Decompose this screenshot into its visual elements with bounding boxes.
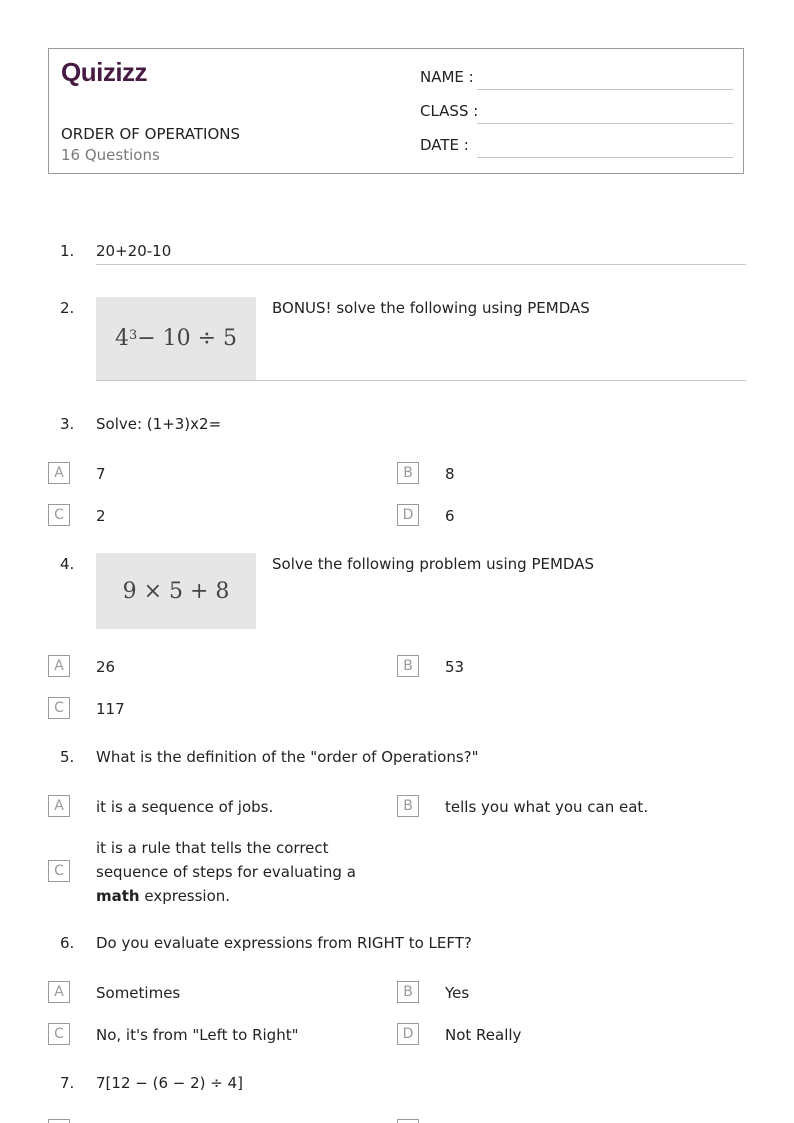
option-box-a[interactable]: A — [48, 795, 70, 817]
option-box-c[interactable]: C — [48, 504, 70, 526]
option-text — [96, 836, 396, 908]
option-box-b[interactable]: B — [397, 655, 419, 677]
option-box-a[interactable]: A — [48, 981, 70, 1003]
question-text: Do you evaluate expressions from RIGHT to LEFT? — [96, 934, 472, 952]
option-box-b[interactable]: B — [397, 462, 419, 484]
option-text-part: expression. — [139, 887, 231, 905]
option-box-a[interactable]: A — [48, 655, 70, 677]
question-text: Solve the following problem using PEMDAS — [272, 555, 594, 573]
answer-line — [96, 380, 746, 381]
question-number: 2. — [60, 299, 75, 317]
question-number: 3. — [60, 415, 75, 433]
option-text: No, it's from "Left to Right" — [96, 1026, 299, 1044]
question-number: 4. — [60, 555, 75, 573]
question-image: 9 × 5 + 8 — [96, 553, 256, 629]
date-line[interactable] — [477, 157, 733, 158]
option-text: it is a sequence of jobs. — [96, 798, 274, 816]
option-box-d[interactable]: D — [397, 1023, 419, 1045]
class-label: CLASS : — [420, 102, 479, 120]
option-text: Sometimes — [96, 984, 181, 1002]
question-number: 6. — [60, 934, 75, 952]
option-text: 8 — [445, 465, 455, 483]
quizizz-logo: Quizizz — [61, 57, 148, 87]
question-text: Solve: (1+3)x2= — [96, 415, 222, 433]
option-text: Yes — [445, 984, 470, 1002]
option-text: 2 — [96, 507, 106, 525]
option-text: 6 — [445, 507, 455, 525]
option-box-b[interactable]: B — [397, 981, 419, 1003]
option-text-part: it is a rule that tells the correct sequence of steps for evaluating a — [96, 839, 356, 881]
question-count: 16 Questions — [61, 146, 160, 164]
option-box-c[interactable]: C — [48, 860, 70, 882]
option-text: 26 — [96, 658, 116, 676]
option-text-bold: math — [96, 887, 140, 905]
option-box-a[interactable]: A — [48, 462, 70, 484]
option-box-c[interactable]: C — [48, 1023, 70, 1045]
image-exponent: 3 — [128, 328, 138, 343]
date-label: DATE : — [420, 136, 469, 154]
option-box-b[interactable] — [397, 1119, 419, 1123]
option-text: 7 — [96, 465, 106, 483]
option-box-b[interactable]: B — [397, 795, 419, 817]
option-box-d[interactable]: D — [397, 504, 419, 526]
image-expression: − 10 ÷ 5 — [137, 326, 238, 351]
question-text: What is the definition of the "order of Operations?" — [96, 748, 479, 766]
question-number: 1. — [60, 242, 75, 260]
option-text: 117 — [96, 700, 125, 718]
question-text: BONUS! solve the following using PEMDAS — [272, 299, 590, 317]
question-number: 7. — [60, 1074, 75, 1092]
name-line[interactable] — [477, 89, 733, 90]
question-image — [96, 297, 256, 380]
question-text: 7[12 − (6 − 2) ÷ 4] — [96, 1074, 243, 1092]
worksheet-header — [48, 48, 744, 174]
question-text: 20+20-10 — [96, 242, 172, 260]
name-label: NAME : — [420, 68, 474, 86]
option-text: Not Really — [445, 1026, 522, 1044]
option-text: 53 — [445, 658, 465, 676]
class-line[interactable] — [477, 123, 733, 124]
question-number: 5. — [60, 748, 75, 766]
option-box-a[interactable] — [48, 1119, 70, 1123]
image-base: 4 — [114, 326, 129, 351]
answer-line — [96, 264, 746, 265]
option-text: tells you what you can eat. — [445, 798, 649, 816]
option-box-c[interactable]: C — [48, 697, 70, 719]
worksheet-title: ORDER OF OPERATIONS — [61, 125, 241, 143]
